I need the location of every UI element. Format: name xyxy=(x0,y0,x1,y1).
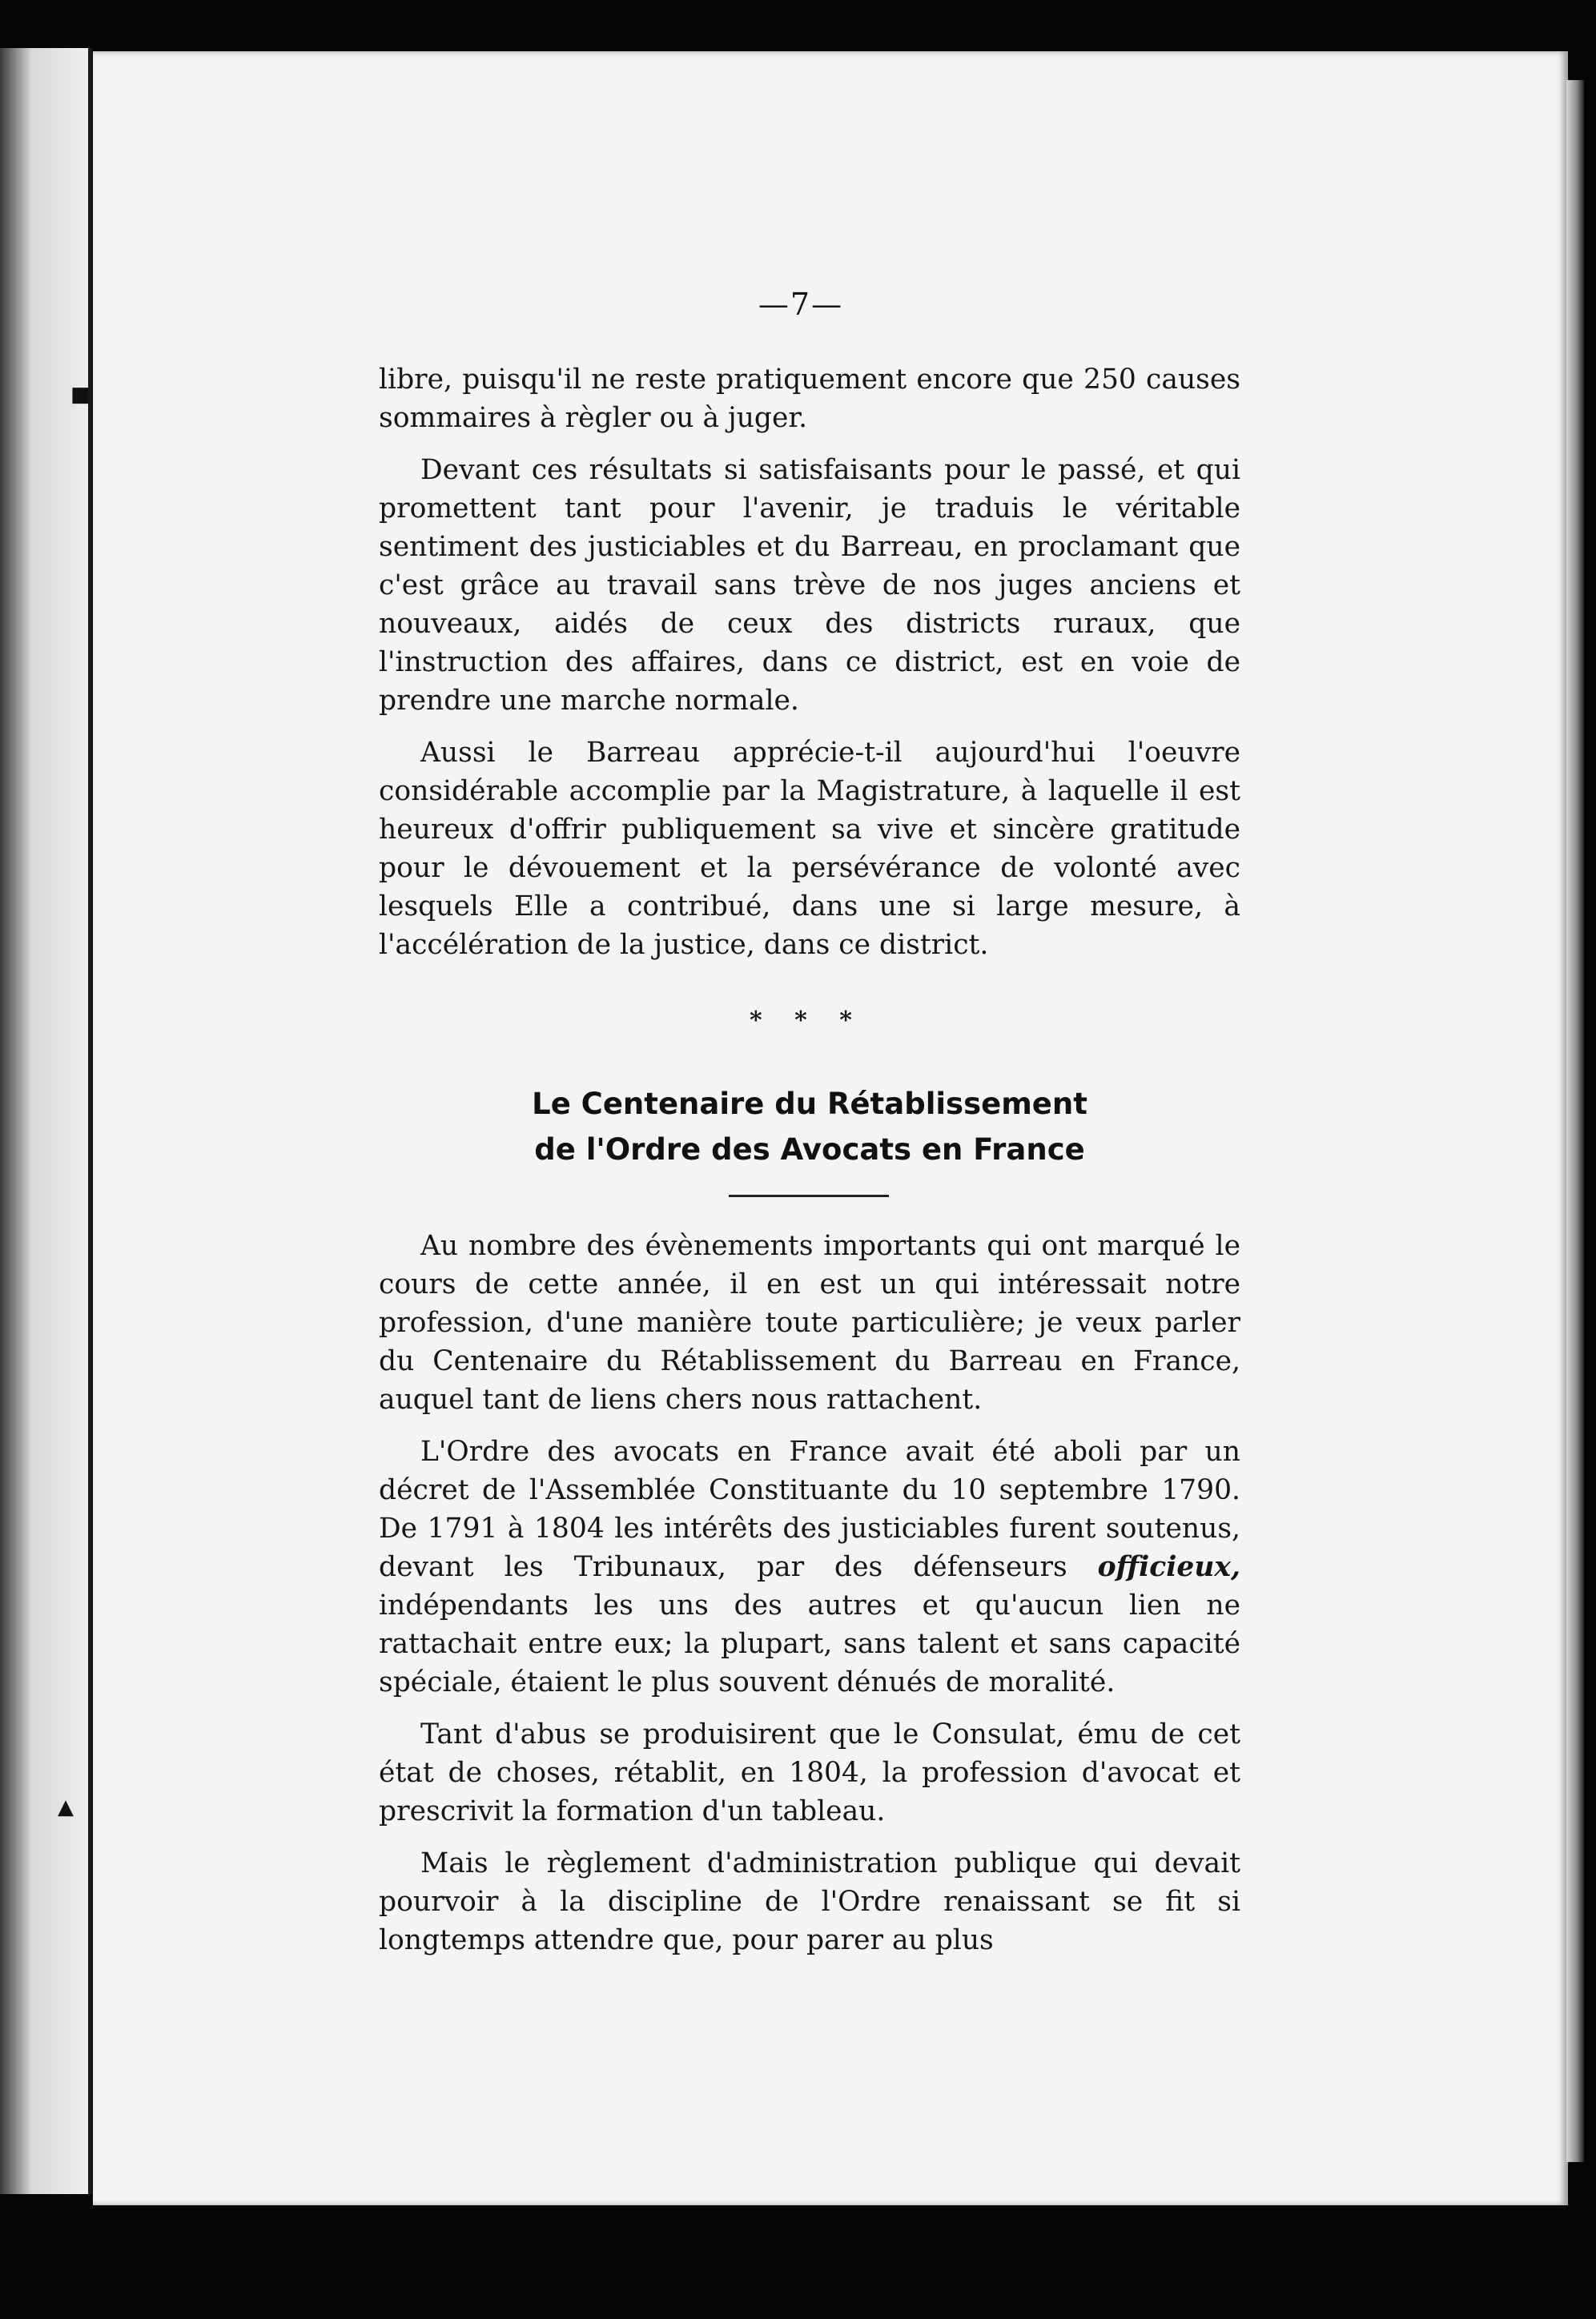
paragraph: Mais le règlement d'administration publique qui devait pourvoir à la discipline de l'Ordre renaissant se fit si longtemps attendre que, pour parer au plus xyxy=(379,1847,1240,1956)
italic-term: officieux, xyxy=(1097,1551,1240,1583)
paragraph: Devant ces résultats si satisfaisants pour le passé, et qui promettent tant pour l'avenir, je traduis le véritable sentiment des justiciables et du Barreau, en proclamant que c'est grâce au travail sans trève de nos juges anciens et nouveaux, aidés de ceux des districts ruraux, que l'instruction des affaires, dans ce district, est en voie de prendre une marche normale. xyxy=(379,454,1240,717)
paragraph-text: indépendants les uns des autres et qu'aucun lien ne rattachait entre eux; la plupart, sans talent et sans capacité spéciale, étaient le plus souvent dénués de moralité. xyxy=(379,1590,1240,1698)
margin-mark: ■ xyxy=(70,383,90,407)
section-title-line: de l'Ordre des Avocats en France xyxy=(534,1132,1085,1167)
top-text-block xyxy=(379,360,1240,978)
paragraph xyxy=(379,1433,1240,1702)
binding-gutter xyxy=(88,48,92,2194)
section-text-block xyxy=(379,1227,1240,1973)
title-underline xyxy=(729,1195,889,1197)
section-title xyxy=(379,1081,1240,1172)
paragraph-text: L'Ordre des avocats en France avait été aboli par un décret de l'Assemblée Constituante du 10 septembre 1790. De 1791 à 1804 les intérêts des justiciables furent soutenus, devant les Tribunaux, par des défenseurs xyxy=(379,1436,1240,1583)
margin-mark: ▲ xyxy=(58,1795,74,1819)
paragraph: Tant d'abus se produisirent que le Consulat, ému de cet état de choses, rétablit, en 1804, la profession d'avocat et prescrivit la formation d'un tableau. xyxy=(379,1718,1240,1827)
page-number: —7— xyxy=(758,287,844,322)
paragraph: Au nombre des évènements importants qui ont marqué le cours de cette année, il en est un qui intéressait notre profession, d'une manière toute particulière; je veux parler du Centenaire du Rétablissement du Barreau en France, auquel tant de liens chers nous rattachent. xyxy=(379,1230,1240,1416)
page-right-shadow xyxy=(1566,80,1584,2162)
left-page-edge xyxy=(0,48,90,2194)
paragraph: libre, puisqu'il ne reste pratiquement encore que 250 causes sommaires à règler ou à juger. xyxy=(379,364,1240,434)
paragraph: Aussi le Barreau apprécie-t-il aujourd'hui l'oeuvre considérable accomplie par la Magistrature, à laquelle il est heureux d'offrir publiquement sa vive et sincère gratitude pour le dévouement et la persévérance de volonté avec lesquels Elle a contribué, dans une si large mesure, à l'accélération de la justice, dans ce district. xyxy=(379,737,1240,961)
section-title-line: Le Centenaire du Rétablissement xyxy=(532,1087,1087,1121)
section-separator: * * * xyxy=(750,1007,852,1035)
